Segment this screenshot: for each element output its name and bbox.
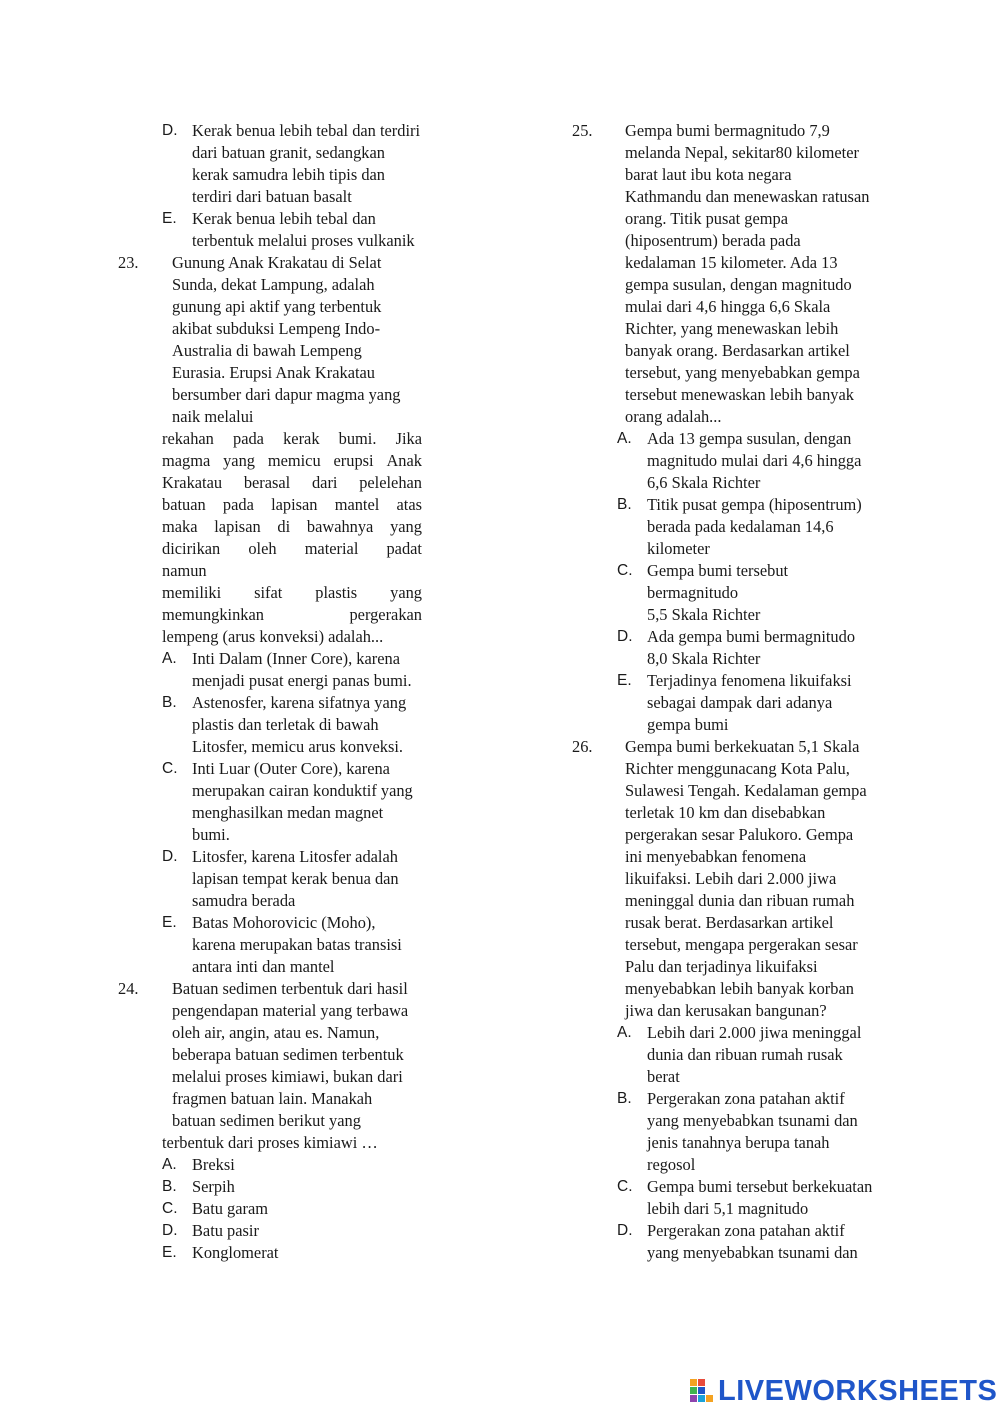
text-line: Litosfer, karena Litosfer adalah [192, 847, 398, 866]
text-line: Gunung Anak Krakatau di Selat [172, 253, 382, 272]
text-line: Australia di bawah Lempeng [172, 341, 362, 360]
text-line: Gempa bumi tersebut [647, 561, 789, 580]
text-line: ini menyebabkan fenomena [625, 847, 807, 866]
text-line: Gempa bumi berkekuatan 5,1 Skala [625, 737, 860, 756]
question-stem [172, 252, 453, 428]
option-text [647, 1088, 858, 1176]
option-letter: E. [162, 210, 177, 227]
text-line: terbentuk dari proses kimiawi … [162, 1133, 378, 1152]
text-line: 8,0 Skala Richter [647, 649, 761, 668]
q26-option-d [617, 1220, 907, 1264]
text-line: memiliki sifat plastis yang [162, 583, 422, 602]
text-line: tersebut menewaskan lebih banyak [625, 385, 854, 404]
text-line: likuifaksi. Lebih dari 2.000 jiwa [625, 869, 837, 888]
option-text [647, 428, 861, 494]
text-line: menjadi pusat energi panas bumi. [192, 671, 412, 690]
text-line: Pergerakan zona patahan aktif [647, 1221, 845, 1240]
option-letter: A. [617, 430, 632, 447]
text-line: Titik pusat gempa (hiposentrum) [647, 495, 862, 514]
text-line: jiwa dan kerusakan bangunan? [625, 1001, 827, 1020]
text-line: Krakatau berasal dari pelelehan [162, 473, 422, 492]
q23-option-d [162, 846, 453, 912]
option-text [647, 670, 852, 736]
text-line: pergerakan sesar Palukoro. Gempa [625, 825, 854, 844]
option-text: Breksi [192, 1155, 235, 1174]
question-25 [572, 120, 907, 736]
text-line: Sulawesi Tengah. Kedalaman gempa [625, 781, 867, 800]
q24-option-b [162, 1176, 453, 1198]
text-line: dari batuan granit, sedangkan [192, 143, 385, 162]
text-line: karena merupakan batas transisi [192, 935, 402, 954]
text-line: Batuan sedimen terbentuk dari hasil [172, 979, 408, 998]
text-line: Pergerakan zona patahan aktif [647, 1089, 845, 1108]
text-line: lapisan tempat kerak benua dan [192, 869, 399, 888]
text-line: Sunda, dekat Lampung, adalah [172, 275, 375, 294]
text-line: Inti Dalam (Inner Core), karena [192, 649, 400, 668]
q22-option-d [162, 120, 453, 208]
text-line: yang menyebabkan tsunami dan [647, 1243, 858, 1262]
text-line: fragmen batuan lain. Manakah [172, 1089, 373, 1108]
option-text: Serpih [192, 1177, 235, 1196]
text-line: berat [647, 1067, 680, 1086]
q23-option-a [162, 648, 453, 692]
text-line: Terjadinya fenomena likuifaksi [647, 671, 852, 690]
text-line: naik melalui [172, 407, 254, 426]
option-text [192, 912, 402, 978]
text-line: namun [162, 561, 207, 580]
text-line: Kerak benua lebih tebal dan terdiri [192, 121, 421, 140]
option-letter: B. [162, 1178, 177, 1195]
q25-option-e [617, 670, 907, 736]
q26-option-c [617, 1176, 907, 1220]
option-text [192, 648, 412, 692]
q23-option-c [162, 758, 453, 846]
text-line: orang. Titik pusat gempa [625, 209, 788, 228]
question-26 [572, 736, 907, 1264]
text-line: akibat subduksi Lempeng Indo- [172, 319, 381, 338]
option-letter: B. [617, 1090, 632, 1107]
text-line: lebih dari 5,1 magnitudo [647, 1199, 809, 1218]
text-line: yang menyebabkan tsunami dan [647, 1111, 858, 1130]
option-letter: E. [162, 1244, 177, 1261]
text-line: Eurasia. Erupsi Anak Krakatau [172, 363, 375, 382]
text-line: (hiposentrum) berada pada [625, 231, 801, 250]
text-line: Richter, yang menewaskan lebih [625, 319, 839, 338]
q24-option-e [162, 1242, 453, 1264]
question-stem [172, 978, 453, 1132]
option-text [647, 1220, 858, 1264]
text-line: rusak berat. Berdasarkan artikel [625, 913, 834, 932]
question-number: 25. [572, 121, 593, 140]
liveworksheets-logo-icon [690, 1379, 714, 1403]
text-line: orang adalah... [625, 407, 722, 426]
text-line: banyak orang. Berdasarkan artikel [625, 341, 850, 360]
option-text [647, 560, 788, 626]
q26-option-b [617, 1088, 907, 1176]
option-text [192, 846, 399, 912]
text-line: magnitudo mulai dari 4,6 hingga [647, 451, 862, 470]
option-letter: C. [162, 760, 178, 777]
text-line: gunung api aktif yang terbentuk [172, 297, 382, 316]
text-line: plastis dan terletak di bawah [192, 715, 379, 734]
text-line: lempeng (arus konveksi) adalah... [162, 627, 384, 646]
option-letter: D. [162, 848, 178, 865]
q25-option-a [617, 428, 907, 494]
text-line: magma yang memicu erupsi Anak [162, 451, 422, 470]
q26-option-a [617, 1022, 907, 1088]
text-line: melalui proses kimiawi, bukan dari [172, 1067, 403, 1086]
option-letter: C. [617, 562, 633, 579]
text-line: Litosfer, memicu arus konveksi. [192, 737, 404, 756]
text-line: menghasilkan medan magnet [192, 803, 384, 822]
text-line: kerak samudra lebih tipis dan [192, 165, 385, 184]
option-text [647, 1176, 872, 1220]
text-line: maka lapisan di bawahnya yang [162, 517, 422, 536]
text-line: Ada 13 gempa susulan, dengan [647, 429, 852, 448]
text-line: dicirikan oleh material padat [162, 539, 422, 558]
text-line: tersebut, mengapa pergerakan sesar [625, 935, 858, 954]
q23-option-b [162, 692, 453, 758]
text-line: kilometer [647, 539, 710, 558]
text-line: meninggal dunia dan ribuan rumah [625, 891, 855, 910]
option-text [647, 1022, 861, 1088]
text-line: mulai dari 4,6 hingga 6,6 Skala [625, 297, 831, 316]
option-letter: E. [617, 672, 632, 689]
text-line: 6,6 Skala Richter [647, 473, 761, 492]
text-line: gempa susulan, dengan magnitudo [625, 275, 852, 294]
text-line: Palu dan terjadinya likuifaksi [625, 957, 818, 976]
option-letter: D. [162, 1222, 178, 1239]
text-line: Richter menggunacang Kota Palu, [625, 759, 850, 778]
text-line: antara inti dan mantel [192, 957, 335, 976]
text-line: Kerak benua lebih tebal dan [192, 209, 376, 228]
option-letter: A. [162, 1156, 177, 1173]
question-stem [625, 120, 907, 428]
q24-option-a [162, 1154, 453, 1176]
question-number: 24. [118, 979, 139, 998]
option-letter: E. [162, 914, 177, 931]
text-line: dunia dan ribuan rumah rusak [647, 1045, 843, 1064]
text-line: barat laut ibu kota negara [625, 165, 792, 184]
text-line: terdiri dari batuan basalt [192, 187, 352, 206]
q25-option-c [617, 560, 907, 626]
option-text: Batu pasir [192, 1221, 259, 1240]
option-text [647, 494, 862, 560]
q22-option-e [162, 208, 453, 252]
option-letter: B. [617, 496, 632, 513]
text-line: beberapa batuan sedimen terbentuk [172, 1045, 404, 1064]
text-line: samudra berada [192, 891, 296, 910]
text-line: oleh air, angin, atau es. Namun, [172, 1023, 380, 1042]
text-line: melanda Nepal, sekitar80 kilometer [625, 143, 859, 162]
text-line: bersumber dari dapur magma yang [172, 385, 401, 404]
option-letter: D. [162, 122, 178, 139]
text-line: Gempa bumi bermagnitudo 7,9 [625, 121, 830, 140]
text-line: rekahan pada kerak bumi. Jika [162, 429, 422, 448]
text-line: Lebih dari 2.000 jiwa meninggal [647, 1023, 862, 1042]
right-column [572, 120, 907, 1264]
q25-option-b [617, 494, 907, 560]
option-text [192, 120, 420, 208]
option-letter: C. [617, 1178, 633, 1195]
text-line: berada pada kedalaman 14,6 [647, 517, 834, 536]
option-text [192, 208, 415, 252]
text-line: Kathmandu dan menewaskan ratusan [625, 187, 870, 206]
question-stem [625, 736, 907, 1022]
text-line: Gempa bumi tersebut berkekuatan [647, 1177, 873, 1196]
text-line: batuan pada lapisan mantel atas [162, 495, 422, 514]
question-number: 26. [572, 737, 593, 756]
option-text [192, 758, 413, 846]
liveworksheets-logo[interactable] [690, 1376, 997, 1406]
text-line: Ada gempa bumi bermagnitudo [647, 627, 856, 646]
option-text: Batu garam [192, 1199, 269, 1218]
q24-option-c [162, 1198, 453, 1220]
option-letter: D. [617, 628, 633, 645]
text-line: sebagai dampak dari adanya [647, 693, 833, 712]
option-letter: B. [162, 694, 177, 711]
q23-option-e [162, 912, 453, 978]
question-number: 23. [118, 253, 139, 272]
text-line: regosol [647, 1155, 696, 1174]
question-23 [118, 252, 453, 978]
text-line: terbentuk melalui proses vulkanik [192, 231, 415, 250]
option-letter: A. [617, 1024, 632, 1041]
text-line: Batas Mohorovicic (Moho), [192, 913, 376, 932]
question-stem-continued [162, 428, 422, 648]
text-line: merupakan cairan konduktif yang [192, 781, 413, 800]
text-line: bumi. [192, 825, 230, 844]
option-text [647, 626, 855, 670]
logo-text: LIVEWORKSHEETS [718, 1375, 998, 1407]
text-line: batuan sedimen berikut yang [172, 1111, 361, 1130]
option-letter: C. [162, 1200, 178, 1217]
question-24 [118, 978, 453, 1264]
text-line: tersebut, yang menyebabkan gempa [625, 363, 860, 382]
left-column [118, 120, 453, 1264]
text-line: jenis tanahnya berupa tanah [647, 1133, 830, 1152]
q25-option-d [617, 626, 907, 670]
text-line: bermagnitudo [647, 583, 739, 602]
option-letter: D. [617, 1222, 633, 1239]
text-line: menyebabkan lebih banyak korban [625, 979, 854, 998]
text-line: pengendapan material yang terbawa [172, 1001, 409, 1020]
text-line: Astenosfer, karena sifatnya yang [192, 693, 407, 712]
option-text [192, 692, 406, 758]
question-stem-continued [162, 1132, 453, 1154]
option-letter: A. [162, 650, 177, 667]
option-text: Konglomerat [192, 1243, 279, 1262]
text-line: kedalaman 15 kilometer. Ada 13 [625, 253, 838, 272]
q24-option-d [162, 1220, 453, 1242]
text-line: Inti Luar (Outer Core), karena [192, 759, 390, 778]
text-line: 5,5 Skala Richter [647, 605, 761, 624]
text-line: memungkinkan pergerakan [162, 605, 422, 624]
text-line: gempa bumi [647, 715, 729, 734]
text-line: terletak 10 km dan disebabkan [625, 803, 826, 822]
